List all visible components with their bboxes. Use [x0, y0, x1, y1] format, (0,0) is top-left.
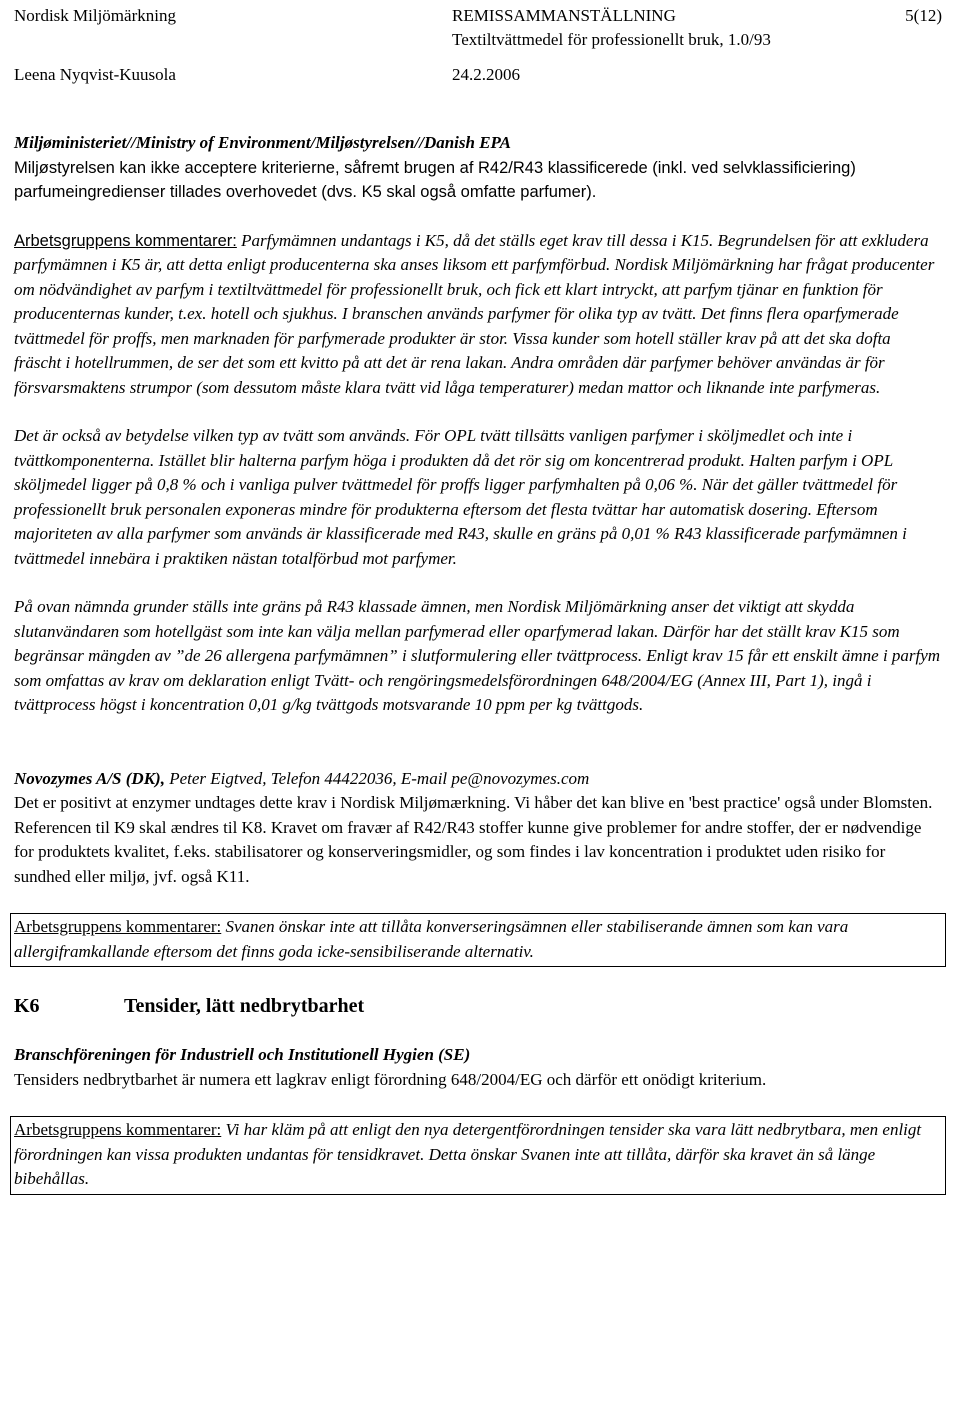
- header-page-number: 5(12): [905, 6, 942, 25]
- header-date: 24.2.2006: [452, 65, 520, 84]
- comment3-box: [10, 1116, 946, 1195]
- comment2-paragraph: [14, 915, 942, 964]
- comment2-text: Svanen önskar inte att tillåta konverseringsämnen eller stabiliserande ämnen som kan vara allergiframkallande eftersom det finns goda icke-sensibiliserande alternativ.: [14, 917, 849, 961]
- header-row-1: [14, 4, 942, 28]
- comment1-label: Arbetsgruppens kommentarer:: [14, 231, 237, 250]
- comment1-rest: Nordisk Miljömärkning har frågat producenter om nödvändighet av parfym i textiltvättmedel för professionellt bruk, och fick ett klart intryckt, att parfym tjänar en funktion för producenternas kunder, t.ex. hotell och sjukhus. I branschen används parfymer för olika typ av tvätt. Det finns flera oparfymerade tvättmedel för proffs, men marknaden för parfymerade produkter är stor. Vissa kunder som hotell ställer krav på att det ska dofta fräscht i hotellrummen, de ser det som ett kvitto på att det är rena lakan. Andra områden där parfymer behöver användas är för försvarsmaktens strumpor (som dessutom måste klara tvätt vid låga temperaturer) medan mattor och liknande inte parfymeras.: [14, 255, 935, 397]
- comment1-intro: Parfymämnen undantags i K5, då det ställs eget krav till dessa i K15. Begrundelsen för att exkludera parfymämnen i K5 är, att detta enligt producenterna ska anses liksom ett parfymförbud.: [14, 230, 929, 274]
- header-row-3: [14, 63, 942, 87]
- danish-epa-heading: Miljøministeriet//Ministry of Environment/Miljøstyrelsen//Danish EPA: [14, 133, 512, 152]
- comment3-paragraph: [14, 1118, 942, 1192]
- branschforeningen-heading: Branschföreningen för Industriell och Institutionell Hygien (SE): [14, 1045, 471, 1064]
- danish-epa-text: Miljøstyrelsen kan ikke acceptere kriterierne, såfremt brugen af R42/R43 klassificerede (inkl. ved selvklassificiering) parfumeingredienser tillades overhovedet (dvs. K5 skal også omfatte parfumer).: [14, 158, 856, 201]
- novozymes-name: Novozymes A/S (DK),: [14, 768, 165, 788]
- k6-heading: [14, 994, 942, 1024]
- header-row-2: [14, 28, 942, 52]
- comment1-paragraph1: [14, 229, 942, 401]
- comment2-label: Arbetsgruppens kommentarer:: [14, 917, 222, 936]
- header-doc-type: REMISSAMMANSTÄLLNING: [452, 6, 676, 25]
- header-org: Nordisk Miljömärkning: [14, 6, 176, 25]
- header-doc-subtitle: Textiltvättmedel för professionellt bruk, 1.0/93: [452, 30, 771, 49]
- header-author: Leena Nyqvist-Kuusola: [14, 65, 176, 84]
- branschforeningen-text: Tensiders nedbrytbarhet är numera ett lagkrav enligt förordning 648/2004/EG och därför ett onödigt kriterium.: [14, 1069, 767, 1089]
- novozymes-heading: [14, 767, 942, 792]
- comment2-box: [10, 913, 946, 967]
- novozymes-contact: Peter Eigtved, Telefon 44422036, E-mail pe@novozymes.com: [169, 768, 590, 788]
- comment3-label: Arbetsgruppens kommentarer:: [14, 1120, 222, 1139]
- novozymes-text: Det er positivt at enzymer undtages dette krav i Nordisk Miljømærkning. Vi håber det kan blive en 'best practice' også under Blomsten. Referencen til K9 skal ændres til K8. Kravet om fravær af R42/R43 stoffer kunne give problemer for andre stoffer, der er nødvendige for produktets kvalitet, f.eks. stabilisatorer og konserveringsmidler, og som findes i lav koncentration i produktet uden risiko for sundhed eller miljø, jvf. også K11.: [14, 793, 933, 886]
- document-page: [14, 4, 942, 1195]
- comment1-paragraph2: Det är också av betydelse vilken typ av tvätt som används. För OPL tvätt tillsätts vanligen parfymer i sköljmedlet och inte i tvättkomponenterna. Istället blir halterna parfym höga i produkten då det rör sig om koncentrerad produkt. Halten parfym i OPL sköljmedel ligger på 0,8 % och i vanliga pulver tvättmedel för proffs ligger parfymhalten på 0,06 %. När det gäller tvättmedel för professionellt bruk personalen exponeras mindre för produkterna eftersom det flesta tvättar har automatisk dosering. Eftersom majoriteten av alla parfymer som används är klassificerade med R43, skulle en gräns på 0,01 % R43 klassificerade parfymämnen i tvättmedel innebära i praktiken nästan totalförbud mot parfymer.: [14, 426, 907, 568]
- k6-number: K6: [14, 995, 40, 1017]
- k6-title: Tensider, lätt nedbrytbarhet: [124, 995, 365, 1017]
- comment1-paragraph3: På ovan nämnda grunder ställs inte gräns på R43 klassade ämnen, men Nordisk Miljömärkning anser det viktigt att skydda slutanvändaren som hotellgäst som inte kan välja mellan parfymerad eller oparfymerad lakan. Därför har det ställt krav K15 som begränsar mängden av ”de 26 allergena parfymämnen” i slutformulering eller tvättprocess. Enligt krav 15 får ett enskilt ämne i parfym som omfattas av krav om deklaration enligt Tvätt- och rengöringsmedelsförordningen 648/2004/EG (Annex III, Part 1), ingå i tvättprocess högst i koncentration 0,01 g/kg tvättgods motsvarande 10 ppm per kg tvättgods.: [14, 597, 941, 714]
- comment3-text: Vi har kläm på att enligt den nya detergentförordningen tensider ska vara lätt nedbrytbara, men enligt förordningen kan vissa produkten undantas för tensidkravet. Detta önskar Svanen inte att tillåta, därför ska kravet än så länge bibehållas.: [14, 1120, 922, 1188]
